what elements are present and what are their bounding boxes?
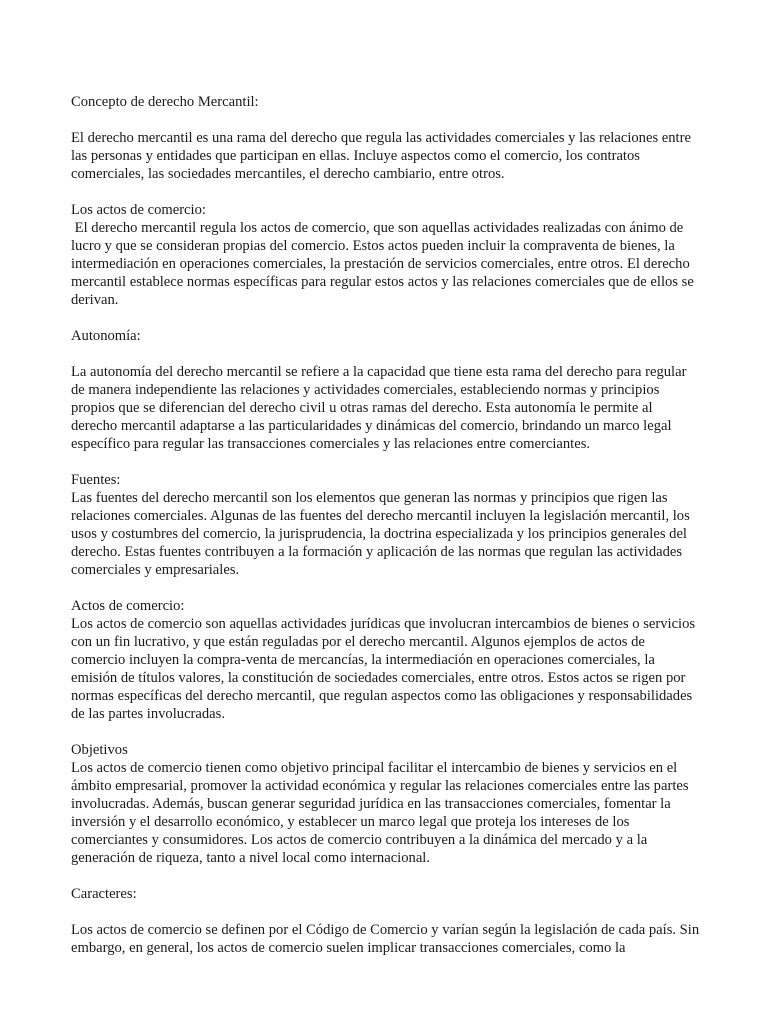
blank-line xyxy=(71,867,701,885)
paragraph-concepto: El derecho mercantil es una rama del derecho que regula las actividades comerciales y las relaciones entre las personas y entidades que participan en ellas. Incluye aspectos como el comercio, los contratos comerciales, las sociedades mercantiles, el derecho cambiario, entre otros. xyxy=(71,130,695,182)
heading-fuentes: Fuentes: xyxy=(71,472,121,488)
document-page xyxy=(71,93,701,957)
blank-line xyxy=(71,345,701,363)
paragraph-objetivos: Los actos de comercio tienen como objetivo principal facilitar el intercambio de bienes y servicios en el ámbito empresarial, promover la actividad económica y regular las relaciones comerciales entre las partes involucradas. Además, buscan generar seguridad jurídica en las transacciones comerciales, fomentar la inversión y el desarrollo económico, y establecer un marco legal que proteja los intereses de los comerciantes y consumidores. Los actos de comercio contribuyen a la dinámica del mercado y a la generación de riqueza, tanto a nivel local como internacional. xyxy=(71,760,693,866)
paragraph-caracteres: Los actos de comercio se definen por el Código de Comercio y varían según la legislación de cada país. Sin embargo, en general, los actos de comercio suelen implicar transacciones comerciales, como la xyxy=(71,922,703,956)
blank-line xyxy=(71,453,701,471)
heading-autonomia: Autonomía: xyxy=(71,328,141,344)
blank-line xyxy=(71,111,701,129)
blank-line xyxy=(71,903,701,921)
paragraph-actos-de-comercio-intro: El derecho mercantil regula los actos de comercio, que son aquellas actividades realizadas con ánimo de lucro y que se consideran propias del comercio. Estos actos pueden incluir la compraventa de bienes, la intermediación en operaciones comerciales, la prestación de servicios comerciales, entre otros. El derecho mercantil establece normas específicas para regular estos actos y las relaciones comerciales que de ellos se derivan. xyxy=(71,220,698,308)
paragraph-autonomia: La autonomía del derecho mercantil se refiere a la capacidad que tiene esta rama del derecho para regular de manera independiente las relaciones y actividades comerciales, estableciendo normas y principios propios que se diferencian del derecho civil u otras ramas del derecho. Esta autonomía le permite al derecho mercantil adaptarse a las particularidades y dinámicas del comercio, brindando un marco legal específico para regular las transacciones comerciales y las relaciones entre comerciantes. xyxy=(71,364,691,452)
blank-line xyxy=(71,309,701,327)
heading-caracteres: Caracteres: xyxy=(71,886,137,902)
paragraph-fuentes: Las fuentes del derecho mercantil son los elementos que generan las normas y principios que rigen las relaciones comerciales. Algunas de las fuentes del derecho mercantil incluyen la legislación mercantil, los usos y costumbres del comercio, la jurisprudencia, la doctrina especializada y los principios generales del derecho. Estas fuentes contribuyen a la formación y aplicación de las normas que regulan las actividades comerciales y empresariales. xyxy=(71,490,694,578)
heading-actos-de-comercio: Actos de comercio: xyxy=(71,598,185,614)
heading-actos-de-comercio-intro: Los actos de comercio: xyxy=(71,202,206,218)
heading-concepto: Concepto de derecho Mercantil: xyxy=(71,94,259,110)
heading-objetivos: Objetivos xyxy=(71,742,128,758)
blank-line xyxy=(71,183,701,201)
blank-line xyxy=(71,723,701,741)
blank-line xyxy=(71,579,701,597)
paragraph-actos-de-comercio: Los actos de comercio son aquellas actividades jurídicas que involucran intercambios de bienes o servicios con un fin lucrativo, y que están reguladas por el derecho mercantil. Algunos ejemplos de actos de comercio incluyen la compra-venta de mercancías, la intermediación en operaciones comerciales, la emisión de títulos valores, la constitución de sociedades comerciales, entre otros. Estos actos se rigen por normas específicas del derecho mercantil, que regulan aspectos como las obligaciones y responsabilidades de las partes involucradas. xyxy=(71,616,699,722)
